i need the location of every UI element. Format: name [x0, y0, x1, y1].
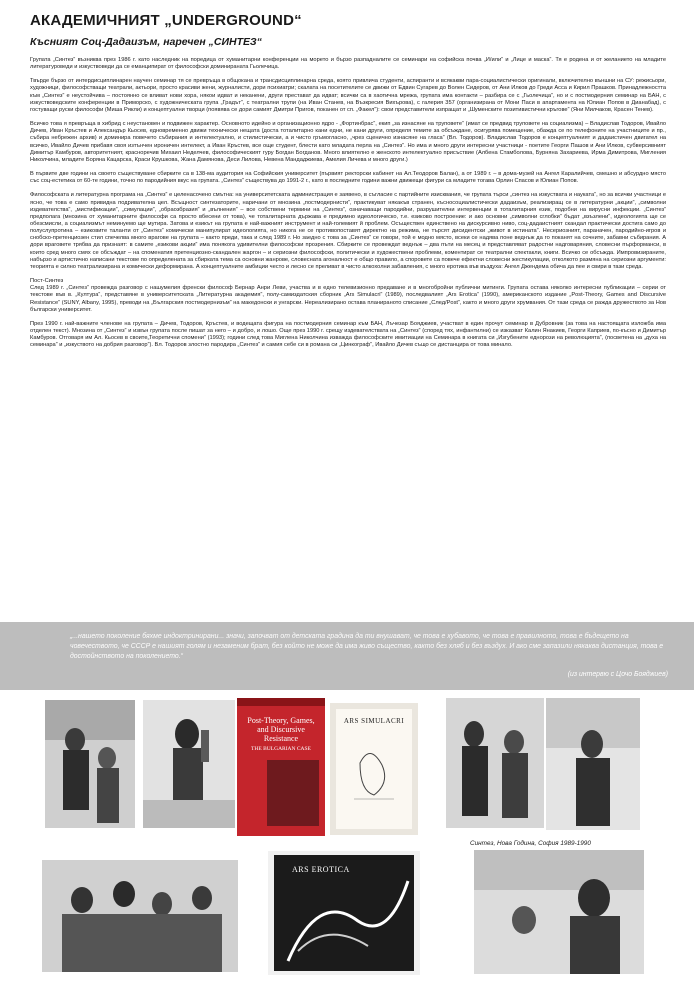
photo-group-right: [446, 698, 544, 828]
photo-group-left: [45, 700, 135, 828]
page-subtitle: Късният Соц-Дадаизъм, наречен „СИНТЕЗ“: [30, 36, 262, 48]
section-title-post-synthesis: Пост-Синтез: [30, 278, 64, 285]
paragraph-program: Философската и литературна програма на „Синтез“ е целенасочено смътна: на университетската администрация е заявено, в съгласие с партийните изисквания, че групата търси „синтез на изкуствата и науката“, но за всички участници е ясно, че това е само привидна подривателна цел. Всъщност синтезаторите, наричани от мнозина „постмодернисти“, практикуват някакъв странен, късносоциалистически дадаизъм, реализиращ се в литературни „акции“, „символни издевателства“, „мистификации“, „симулации“, „обраозбразия“ и „вълнения“ – все собствени термини на „Синтез“, означаващи пародийни, разрушителни интервенции в тоталитарния език, подобни на вирусни инфекции. „Синтез“ предполага (мнозина от хуманитарните философи са просто вбесени от това), че тоталитарната държава е предимно идеологическо, т.е. езиково построение: и ако основни „символни сглобки“ бъдат „взъзлени“, идеологията ще се обезсмисли, а социализмът неминуемо ще мутира. Затова и езикът на групата е най-важният инструмент и най-големият й проблем. Осъществен единствено на дискурсивно ниво, соц-дадаистният скандал практически достига само до полуслупротина – езиковите таланти от „Синтез“ комически манипулират идеологията, но никога не се противопоставят директно на режима, не търсят дисидентски „живот в истината“. Несериозният, параначен, пародийно-игров и снобско-претенциозен стил спечелва много врагове на групата – както преди, така и след 1989 г. Но заедно с това за „Синтез“ се говори, той е модно място, всеки се надява поне веднъж да го поканят на сочните, забавни събирания. А дори враговете трябва да признаят: в самите „езикови акции“ има понякога удивителни философски прозрения. Сбирките се провеждат веднъж – два пъти на месец и представляват радостни надговаряния, словесни пърформанси, в които сред много смях се обсъждат – на споменатия претенциозно-скандален жаргон – и сериозни философски, политически и художествени проблеми, коментират се театрални спектакли, книги. Всичко се обсъжда. Импровизираните, набързо и артистично написани текстове по определената за сбирката тема са основни жанрове, словесната агоналност е общо правило, а споровете са повече ефектни словесни жестикулации, отколкото размяна на сериозни аргументи: теорията е силно театрализирана и комически деформирана. А концептуалните амбиции често и лесно се преливат в чисто алкохолни забавления, с много еротика във въздуха: Ангел Джендема обича да пее и свири в тази среда.: [30, 192, 666, 270]
book-subtitle-bulgarian-case: THE BULGARIAN CASE: [251, 746, 311, 752]
paragraph-dubrovnik: През 1990 г. най-важните членове на групата – Дичев, Тодоров, Кръстев, и водещата фигура на постмодерния семинар към БАН, Лъчезар Бояджиев, участват в един прочут семинар в Дубровник (за това на настоящата изложба има отделен текст). Мнозина от „Синтез“ и извън групата после пишат за него – и добро, и лошо. Още през 1990 г. срещу издевателствата на „Синтез“ (според тях, инфантилни) се изказват Калин Янакиев, Георги Каприев, по-късно и Димитър Камбуров. Отговаря им Ал. Кьосев в своите„Теоретични спомени“ (1993); години след това Миглена Николчина изважда философските имитиации на Семинара в книгата си „Изгубените еднорози на революцията“, (посветена на „духа на семинара“ и „изкуството на добрия разговор“). Вл. Тодоров злостно пародира „Синтез“ и самия себе си в романа си „Цинкограф“, Ивайло Дичев също се дистанцира от това минало.: [30, 320, 666, 349]
photo-man-gesturing: [143, 700, 235, 828]
article-body: [30, 57, 666, 356]
page-title: АКАДЕМИЧНИЯТ „UNDERGROUND“: [30, 12, 302, 29]
book-title-ars-erotica: ARS EROTICA: [292, 865, 350, 874]
photo-book-ars-simulacri: [330, 703, 418, 835]
quote-text: „...нашето поколение бяхме индоктринирани... значи, започват от детската градина да ти внушават, че това е хубавото, че това е правилното, това е бъдещето на човечеството, че СССР е нашият голям и незаменим брат, без който не може да има живо същество, както без хляб и без въздух. И ако сме запазили някаква дистанция, това е достойнството на поколението.“: [70, 633, 664, 660]
paragraph-post-synthesis: След 1989 г. „Синтез“ провежда разговор с нашумелия френски философ Бернар Анри Леви, участва и в едно телевизионно предаване и в многобройни публични митинги. Групата остава няколко интересни публикации – серии от текстове във в. „Култура“, представяне в университетската „Литературна академия“, полу-самиздатския сборник „Ars Simulacri“ (1989), последвалият „Ars Erotica“ (1990), американското издание „Post-Theory, Games and Discursive Resistance“ (SUNY, Albany, 1995), преводи на „Българския постмодернизъм“ на македонски и унгарски. Нереализирано остава планираното списание „След/Post“, както и много други хрумвания. От тази среда се ражда дружеството за Нов български университет.: [30, 285, 666, 313]
paragraph-intro: Групата „Синтез“ възниква през 1986 г. като наследник на поредица от хуманитарни конференции на морето и бързо разпадналите се семинари на софийска почва „И/или“ и „Лице и маска“. Тя е родена и от желанието на младите литературоведи и изкуствоведи да се еманципират от философски доминираната Гьолечица.: [30, 57, 666, 71]
paragraph-venues: В първите две години на своето съществуване сбирките са в 138-ма аудитория на Софийския университет (първият ректорски кабинет на Ал.Теодоров Балан), а от 1989 г. – в дома-музей на Ангел Каралийчев, смешно и абсурдно място със соц-естетика от 60-те години, точно по пародийния вкус на групата. „Синтез“ съществува до 1991-2 г., като в последните години важни движещи фигури са младите тогава Орлин Спасов и Юлиан Попов.: [30, 171, 666, 185]
quote-source: (из интервю с Цочо Бояджиев): [567, 671, 668, 678]
photo-man-right: [546, 698, 640, 830]
paragraph-community: Твърде бързо от интердисциплинарен научен семинар тя се превръща в общокана и трансдисциплинарна среда, която привлича студенти, аспиранти и всякакви пара-социалистически оригинали, включително външни на СУ: режисьори, художници, философстващи театрали, актьори, просто красиви жени, журналисти, дори психиатри; скалата на посетителите се движи от Едвин Сугарев до Волен Сидеров, от Ани Илков до Греди Асса и Кирил Прашков. Принадлежността към „Синтез“ е неустойчива – постоянно се вливат нови хора, някои идват и неканени, други престават да идват; всички са в хаотична мрежа, групата има контакти – разбира се с „Гьолечица“, но и с постмодерния семинар на БАН, с изкуствоведските конференции в Приморско, с художническата група „Градът“, с театрални трупи (на Иван Станев, на Възкресия Вихърова), с галерия 357 (организирана от Мони Паси в апартамента на Юлиан Попов в Дианабад), с гостуващи руски философи (Миша Рикли) и концептуални творци (появява се дори самият Дмитри Пригов, поканен от сп. „Факел“): свои представители изпращат и „Шуменските позитивистични кръгове“ (Яни Милчаков, Красен Тенев).: [30, 78, 666, 113]
photo-caption: Синтез, Нова Година, София 1989-1990: [470, 840, 591, 847]
photo-book-post-theory: [237, 698, 325, 836]
photo-group-bottom-left: [42, 860, 238, 972]
book-title-ars-simulacri: ARS SIMULACRI: [343, 717, 405, 725]
book-title-post-theory: Post-Theory, Games, and Discursive Resistance: [247, 716, 315, 743]
paragraph-core: Всичко това я превръща в хибрид с неустановен и подвижен характер. Основното идейно и организационно ядро - „Фортинбрас“, екип „за изнасяне на труповете“ (имат се предвид труповете на социализма) – Владислав Тодоров, Ивайло Дичев, Иван Кръстев и Александър Кьосев, едновременно движи технически нещата (доста тоталитарно кани едни, не кани други, определя темите за обсъждане, осигурява помещение, обажда се по телефоните на участниците и пр., събира небрежен архив) и доминира повечето събирания и интелектуално, и стилистически, а и чисто гръмогласно, „чрез сценично изнасяне на гласа“ (Вл. Тодоров). Владислав Тодоров е концептуалният и дадаистичен двигател на всичко, Ивайло Дичев прибавя своя изтънчен ироничен интелект, а Иван Кръстев, все още студент, блести като младата перла на „Синтез“. Но има и много други интересни участници - поетите Георги Пашов и Ани Илков, субверсивният Димитър Камбуров, авторитетният, красноречив Михаил Неделчев, философическият гуру Богдан Богданов. Много влиятелно е женското интелектуално присъствие (Албена Стамболова, Бурняна Захариева, Ирма Димитрова, Мигления Николчина, младите Боряна Кацарска, Краси Крушкова, Жана Дамянова, Деси Лилова, Невена Мандаджиева, Амелия Личева и много други.): [30, 121, 666, 163]
photo-man-bottom-right: [474, 850, 644, 974]
photo-book-ars-erotica: [268, 851, 420, 975]
